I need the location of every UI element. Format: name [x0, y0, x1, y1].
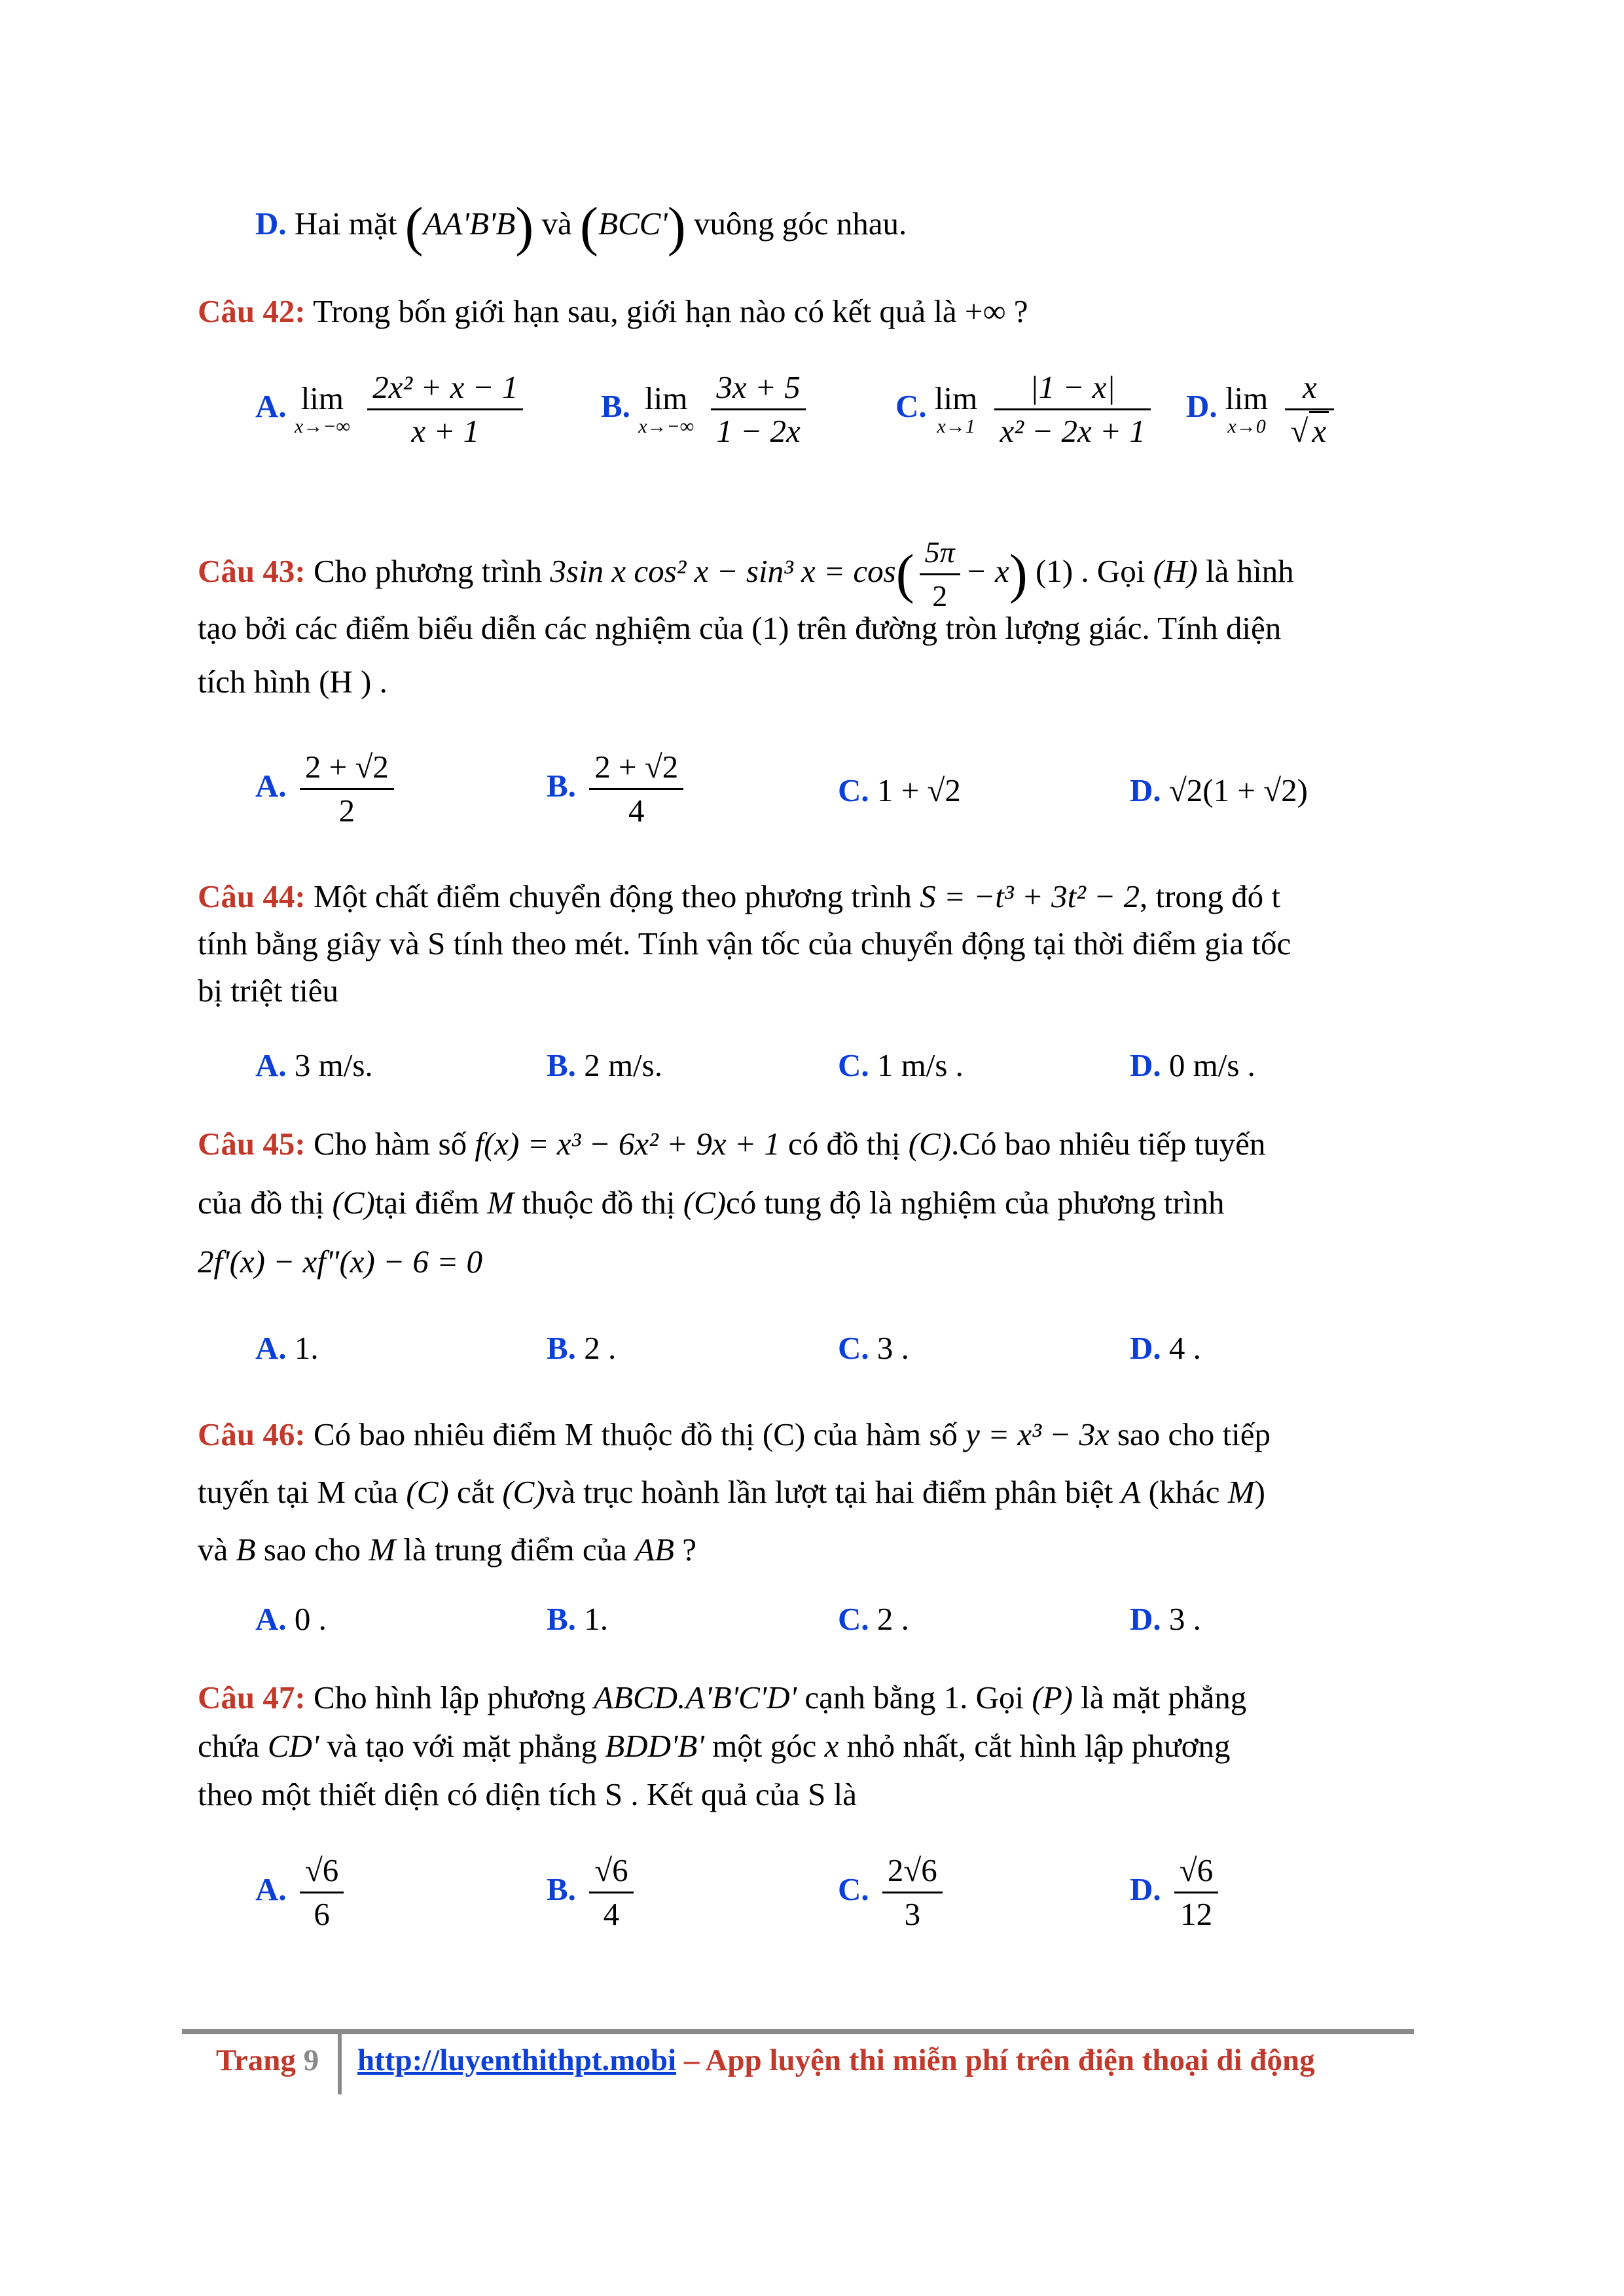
denominator: 3	[904, 1896, 921, 1932]
footer-text	[357, 2041, 1315, 2080]
lim: lim	[300, 380, 344, 416]
q46-line3	[198, 1530, 696, 1570]
graph-c: (C)	[908, 1126, 952, 1162]
option-value: 3 .	[1168, 1601, 1201, 1637]
option-label: C.	[895, 387, 927, 424]
q45-line2	[198, 1183, 1224, 1223]
option-label: C.	[838, 1047, 869, 1083]
q44-line2: tính bằng giây và S tính theo mét. Tính vận tốc của chuyển động tại thời điểm gia tốc	[198, 925, 1291, 961]
plane-bdd: BDD'B'	[605, 1728, 704, 1764]
option-value: 4 .	[1168, 1330, 1201, 1366]
option-text: Hai mặt	[294, 206, 397, 242]
option-label: C.	[838, 1330, 869, 1366]
q42-option-d: D. lim x→0 $\frac{x}{√ x}$	[1186, 367, 1339, 452]
equation: 2f'(x) − xf"(x) − 6 = 0	[198, 1244, 482, 1280]
point-m: M	[1227, 1474, 1255, 1510]
numerator: x	[1285, 367, 1334, 410]
question-text: là mặt phẳng	[1081, 1679, 1247, 1715]
point-m: M	[369, 1532, 396, 1568]
option-label: D.	[1130, 1047, 1161, 1083]
numerator: √6	[1174, 1850, 1218, 1893]
lim-sub: x→0	[1227, 415, 1266, 437]
question-text: thuộc đồ thị	[522, 1185, 676, 1221]
question-number: Câu 47:	[198, 1679, 306, 1715]
question-number: Câu 46:	[198, 1416, 306, 1452]
graph-c: (C)	[406, 1474, 449, 1510]
question-text: và	[198, 1532, 228, 1568]
lim-sub: x→1	[937, 415, 975, 437]
question-text: Cho hình lập phương	[313, 1679, 586, 1715]
question-text: cạnh bằng 1. Gọi	[804, 1679, 1024, 1715]
point-b: B	[236, 1532, 256, 1568]
q46-option-d	[1130, 1600, 1201, 1639]
question-text: .Có bao nhiêu tiếp tuyến	[951, 1126, 1266, 1162]
option-label: C.	[838, 1601, 869, 1637]
equation: S = −t³ + 3t² − 2	[920, 878, 1140, 914]
q43-option-d	[1130, 771, 1308, 810]
denominator: 1 − 2x	[716, 413, 801, 449]
question-text: sao cho tiếp	[1117, 1416, 1271, 1452]
option-label: B.	[547, 1330, 576, 1366]
option-label: C.	[838, 1871, 869, 1907]
numerator: √6	[300, 1850, 344, 1893]
numerator: 3x + 5	[711, 367, 805, 410]
footer-separator	[338, 2034, 342, 2094]
question-text: có đồ thị	[787, 1126, 901, 1162]
question-text: Trong bốn giới hạn sau, giới hạn nào có kết quả là +∞ ?	[313, 293, 1028, 329]
q47-line3: theo một thiết diện có diện tích S . Kết quả của S là	[198, 1776, 857, 1812]
q43-option-c	[838, 771, 961, 810]
numerator: √6	[589, 1850, 633, 1893]
cube-name: ABCD.A'B'C'D'	[594, 1679, 797, 1715]
q42-option-c	[895, 367, 1156, 452]
option-value: 1 + √2	[876, 772, 961, 808]
question-text: ?	[682, 1532, 696, 1568]
question-text: , trong đó t	[1140, 878, 1281, 914]
option-label: A.	[255, 1047, 287, 1083]
option-label: A.	[255, 767, 287, 804]
question-text: và tạo với mặt phẳng	[327, 1728, 597, 1764]
question-text: )	[1254, 1474, 1265, 1510]
edge-cd: CD'	[267, 1728, 319, 1764]
question-text: (khác	[1148, 1474, 1220, 1510]
question-text: của đồ thị	[198, 1185, 325, 1221]
q42-stem	[198, 292, 1028, 331]
page-label: Trang	[216, 2043, 296, 2077]
numerator: 2√6	[882, 1850, 943, 1893]
option-text: vuông góc nhau.	[694, 206, 907, 242]
denominator: 4	[603, 1896, 620, 1932]
q45-stem	[198, 1124, 1265, 1164]
slogan: – App luyện thi miễn phí trên điện thoại di động	[683, 2043, 1315, 2077]
q47-option-d	[1130, 1850, 1223, 1935]
q44-option-d	[1130, 1046, 1255, 1085]
point-a: A	[1121, 1474, 1141, 1510]
page-number	[216, 2041, 319, 2080]
q46-stem	[198, 1415, 1271, 1454]
equation: y = x³ − 3x	[965, 1416, 1110, 1452]
angle-x: x	[824, 1728, 839, 1764]
q46-line2	[198, 1473, 1265, 1512]
question-text: một góc	[712, 1728, 817, 1764]
q43-stem: Câu 43: Cho phương trình 3sin x cos² x − sin³ x = cos( $\frac{5\pi}{2}$ − x) (1) . Gọi (H) là hình	[198, 531, 1294, 617]
numerator: 2 + √2	[589, 746, 683, 790]
segment-ab: AB	[635, 1532, 674, 1568]
q44-option-a	[255, 1046, 373, 1085]
option-value: 2 m/s.	[584, 1047, 662, 1083]
denominator: 6	[314, 1896, 330, 1932]
lim-sub: x→−∞	[294, 415, 350, 437]
q45-option-c	[838, 1329, 909, 1368]
question-number: Câu 43:	[198, 552, 306, 589]
q43-option-a	[255, 746, 399, 832]
q42-option-b	[601, 367, 811, 452]
question-text: có tung độ là nghiệm của phương trình	[726, 1185, 1225, 1221]
question-text: sao cho	[263, 1532, 361, 1568]
denominator: 2	[932, 579, 948, 613]
option-label: B.	[547, 767, 576, 804]
option-label: B.	[547, 1047, 576, 1083]
q47-option-a	[255, 1850, 349, 1935]
face-1: AA'B'B	[423, 206, 516, 242]
plane-p: (P)	[1032, 1679, 1073, 1715]
denominator: 2	[338, 793, 355, 829]
numerator: 2x² + x − 1	[367, 367, 523, 410]
q46-option-b	[547, 1600, 608, 1639]
denominator: x	[1309, 411, 1329, 449]
equation: − x	[965, 552, 1009, 589]
option-label: A.	[255, 1330, 287, 1366]
lim: lim	[934, 380, 978, 416]
footer-rule	[182, 2029, 1414, 2034]
page-num: 9	[303, 2043, 319, 2077]
numerator: 5π	[920, 531, 960, 575]
numerator: 2 + √2	[300, 746, 394, 790]
option-value: 1.	[294, 1330, 319, 1366]
question-number: Câu 42:	[198, 293, 306, 329]
question-text: Có bao nhiêu điểm M thuộc đồ thị (C) của hàm số	[313, 1416, 958, 1452]
option-label: A.	[255, 387, 287, 424]
question-text: Một chất điểm chuyển động theo phương trình	[313, 878, 912, 914]
q44-stem	[198, 877, 1280, 916]
denominator: x² − 2x + 1	[1000, 413, 1146, 449]
q43-line2: tạo bởi các điểm biểu diễn các nghiệm của (1) trên đường tròn lượng giác. Tính diện	[198, 610, 1282, 646]
question-text: tại điểm	[374, 1185, 480, 1221]
q44-option-b	[547, 1046, 662, 1085]
option-value: 2 .	[584, 1330, 617, 1366]
question-text: là hình	[1205, 552, 1294, 589]
option-label: B.	[547, 1601, 576, 1637]
option-label: D.	[1130, 1330, 1161, 1366]
option-value: 3 m/s.	[294, 1047, 373, 1083]
option-value: 1 m/s .	[876, 1047, 964, 1083]
question-text: tuyến tại M của	[198, 1474, 399, 1510]
question-text: Cho phương trình	[313, 552, 543, 589]
question-text: chứa	[198, 1728, 260, 1764]
option-label: D.	[1130, 772, 1161, 808]
option-label: D.	[1186, 387, 1218, 424]
question-text: cắt	[456, 1474, 495, 1510]
option-label: A.	[255, 1601, 287, 1637]
lim-sub: x→−∞	[638, 415, 695, 437]
q47-stem	[198, 1678, 1246, 1717]
question-number: Câu 44:	[198, 878, 306, 914]
graph-c: (C)	[683, 1185, 727, 1221]
option-value: √2(1 + √2)	[1168, 772, 1308, 808]
option-label: B.	[547, 1871, 576, 1907]
option-value: 3 .	[876, 1330, 909, 1366]
question-text: nhỏ nhất, cắt hình lập phương	[846, 1728, 1231, 1764]
q43-line3: tích hình (H ) .	[198, 664, 388, 700]
q43-option-b	[547, 746, 689, 832]
q47-line2	[198, 1727, 1231, 1766]
option-label: C.	[838, 772, 869, 808]
option-label: D.	[1130, 1601, 1161, 1637]
q46-option-a	[255, 1600, 327, 1639]
equation: f(x) = x³ − 6x² + 9x + 1	[475, 1126, 780, 1162]
website-link[interactable]: http://luyenthithpt.mobi	[357, 2043, 677, 2077]
numerator: |1 − x|	[994, 367, 1150, 410]
denominator: 12	[1180, 1896, 1213, 1932]
question-text: Cho hàm số	[313, 1126, 467, 1162]
equation-tag: (1)	[1036, 552, 1074, 589]
option-label: D.	[1130, 1871, 1161, 1907]
option-label: D.	[255, 206, 287, 242]
denominator: x + 1	[411, 413, 480, 449]
option-label: A.	[255, 1871, 287, 1907]
q44-option-c	[838, 1046, 964, 1085]
face-2: BCC'	[598, 206, 668, 242]
option-value: 0 .	[294, 1601, 327, 1637]
option-value: 0 m/s .	[1168, 1047, 1255, 1083]
lim: lim	[644, 380, 688, 416]
question-text: là trung điểm của	[403, 1532, 627, 1568]
lim: lim	[1225, 380, 1269, 416]
q44-line3: bị triệt tiêu	[198, 973, 338, 1009]
question-number: Câu 45:	[198, 1126, 306, 1162]
q45-option-b	[547, 1329, 616, 1368]
q45-option-d	[1130, 1329, 1201, 1368]
question-text: . Gọi	[1081, 552, 1146, 589]
q45-equation	[198, 1242, 482, 1282]
graph-c: (C)	[502, 1474, 545, 1510]
q47-option-b	[547, 1850, 639, 1935]
denominator: 4	[628, 793, 645, 829]
q42-option-a	[255, 367, 528, 452]
q45-option-a	[255, 1329, 319, 1368]
option-value: 2 .	[876, 1601, 909, 1637]
option-value: 1.	[584, 1601, 608, 1637]
point-m: M	[487, 1185, 514, 1221]
graph-c: (C)	[332, 1185, 375, 1221]
option-text: và	[541, 206, 572, 242]
q46-option-c	[838, 1600, 909, 1639]
equation: 3sin x cos² x − sin³ x = cos	[550, 552, 896, 589]
q41-option-d: D. Hai mặt (AA'B'B) và (BCC') vuông góc nhau.	[255, 196, 907, 257]
question-text: và trục hoành lần lượt tại hai điểm phân biệt	[545, 1474, 1113, 1510]
option-label: B.	[601, 387, 630, 424]
q47-option-c	[838, 1850, 948, 1935]
set-h: (H)	[1153, 552, 1198, 589]
